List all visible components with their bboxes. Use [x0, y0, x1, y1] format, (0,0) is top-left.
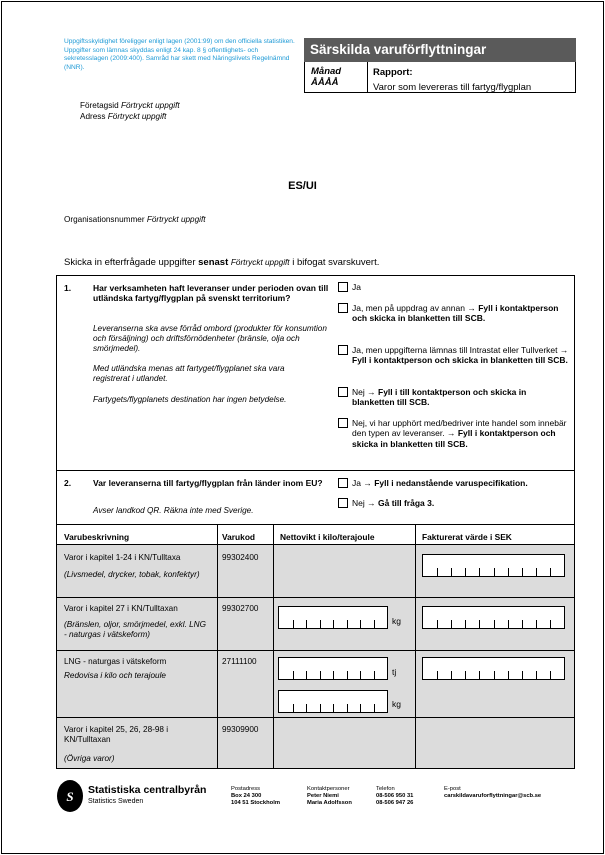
- q1-separator: [56, 470, 575, 471]
- digit-separator: [333, 620, 334, 628]
- digit-separator: [536, 620, 537, 628]
- digit-separator: [451, 671, 452, 679]
- row4-code: 99309900: [222, 725, 259, 734]
- row3-weight-unit-kg: kg: [392, 699, 401, 709]
- q1-option-ja-uppdrag-label: Ja, men på uppdrag av annan: [352, 303, 465, 313]
- q1-option-ja-intrastat[interactable]: [338, 345, 570, 379]
- q2-option-ja-instruction: → Fyll i nedanstående varuspecifikation.: [363, 478, 528, 488]
- digit-separator: [536, 568, 537, 576]
- q1-option-ja-checkbox[interactable]: [338, 282, 348, 292]
- digit-separator: [347, 620, 348, 628]
- form-top-border: [56, 275, 575, 276]
- digit-separator: [374, 671, 375, 679]
- org-number: [64, 215, 206, 224]
- company-name-label: Företagsid: [80, 101, 119, 110]
- table-bottom-line: [56, 768, 575, 769]
- send-deadline-value: Förtryckt uppgift: [230, 258, 290, 267]
- row4-description: Varor i kapitel 25, 26, 28-98 i KN/Tulltaxan: [64, 725, 169, 744]
- row3-weight-tj-input[interactable]: [278, 657, 388, 680]
- q1-number: 1.: [64, 283, 72, 293]
- q1-note-2: Med utländska menas att fartyget/flygplanet ska vara registrerat i utlandet.: [93, 364, 285, 383]
- table-col-line-2: [273, 524, 274, 768]
- digit-separator: [437, 671, 438, 679]
- form-right-border: [574, 275, 575, 768]
- report-value: Varor som levereras till fartyg/flygplan: [373, 82, 532, 93]
- digit-separator: [550, 671, 551, 679]
- digit-separator: [536, 671, 537, 679]
- q1-option-upphort-checkbox[interactable]: [338, 418, 348, 428]
- digit-separator: [437, 620, 438, 628]
- q1-option-nej-instruction: → Fyll i till kontaktperson och skicka in blanketten till SCB.: [352, 387, 527, 408]
- send-instruction: [64, 257, 379, 268]
- send-deadline-label: senast: [198, 257, 229, 268]
- digit-separator: [479, 620, 480, 628]
- digit-separator: [360, 620, 361, 628]
- digit-separator: [293, 671, 294, 679]
- company-address-label: Adress: [80, 112, 106, 121]
- company-name-value: Förtryckt uppgift: [120, 101, 180, 110]
- q1-option-ja-intrastat-checkbox[interactable]: [338, 345, 348, 355]
- footer-contact-label: Kontaktpersoner: [307, 786, 350, 792]
- table-row-line-2: [56, 650, 575, 651]
- month-value: ÅÅÅÅ: [311, 77, 339, 88]
- org-number-label: Organisationsnummer: [64, 215, 145, 224]
- row3-subtext: Redovisa i kilo och terajoule: [64, 671, 166, 680]
- row2-subtext: (Bränslen, oljor, smörjmedel, exkl. LNG - naturgas i vätskeform): [64, 620, 206, 639]
- q2-separator: [56, 524, 575, 525]
- digit-separator: [306, 671, 307, 679]
- digit-separator: [550, 568, 551, 576]
- table-col-line-3: [415, 524, 416, 768]
- row1-value-input[interactable]: [422, 554, 565, 577]
- digit-separator: [293, 620, 294, 628]
- row2-value-input[interactable]: [422, 606, 565, 629]
- footer-post-line1: Box 24 300: [231, 793, 262, 800]
- col-header-description: Varubeskrivning: [64, 532, 130, 542]
- digit-separator: [494, 671, 495, 679]
- digit-separator: [437, 568, 438, 576]
- q2-option-nej-checkbox[interactable]: [338, 498, 348, 508]
- q1-option-ja-intrastat-instruction: → Fyll i kontaktperson och skicka in blanketten till SCB.: [352, 345, 569, 366]
- digit-separator: [550, 620, 551, 628]
- digit-separator: [293, 704, 294, 712]
- q2-option-nej-instruction: → Gå till fråga 3.: [367, 498, 435, 508]
- col-header-code: Varukod: [222, 532, 256, 542]
- digit-separator: [451, 620, 452, 628]
- digit-separator: [508, 568, 509, 576]
- q2-option-ja-label: Ja: [352, 478, 361, 488]
- footer-contact-1: Peter Niemi: [307, 793, 339, 800]
- digit-separator: [522, 568, 523, 576]
- table-weight-disabled-4: [274, 718, 415, 768]
- q1-option-upphort-label: Nej, vi har upphört med/bedriver inte handel som innebär den typen av leveranser.: [352, 418, 567, 439]
- digit-separator: [522, 620, 523, 628]
- digit-separator: [465, 671, 466, 679]
- q1-option-ja-uppdrag-instruction: → Fyll i kontaktperson och skicka in blanketten till SCB.: [352, 303, 559, 324]
- table-weight-disabled-1: [274, 545, 415, 597]
- digit-separator: [508, 620, 509, 628]
- month-label: Månad: [311, 66, 342, 77]
- table-row-line-3: [56, 717, 575, 718]
- footer-contact-2: Maria Adolfsson: [307, 800, 352, 807]
- month-field: [311, 66, 341, 88]
- footer-org-name: Statistiska centralbyrån: [88, 784, 207, 796]
- col-header-value: Fakturerat värde i SEK: [422, 532, 512, 542]
- footer-post: [231, 786, 280, 808]
- digit-separator: [333, 671, 334, 679]
- digit-separator: [508, 671, 509, 679]
- q1-option-nej-label: Nej: [352, 387, 365, 397]
- row2-weight-unit: kg: [392, 616, 401, 626]
- footer-phone-2: 08-506 947 26: [376, 800, 414, 807]
- q1-option-ja-uppdrag-checkbox[interactable]: [338, 303, 348, 313]
- row2-code: 99302700: [222, 604, 259, 613]
- form-title: Särskilda varuförflyttningar: [304, 38, 576, 62]
- digit-separator: [333, 704, 334, 712]
- digit-separator: [306, 620, 307, 628]
- form-code: ES/UI: [288, 180, 317, 192]
- footer-phone-1: 08-506 950 31: [376, 793, 414, 800]
- footer-phone-label: Telefon: [376, 786, 395, 792]
- row3-weight-unit-tj: tj: [392, 667, 397, 677]
- footer-email-link[interactable]: carskildavaruforflyttningar@scb.se: [444, 793, 542, 800]
- q2-question: Var leveranserna till fartyg/flygplan från länder inom EU?: [93, 478, 323, 488]
- row1-code: 99302400: [222, 553, 259, 562]
- send-text-after: i bifogat svarskuvert.: [292, 257, 380, 268]
- col-header-weight: Nettovikt i kilo/terajoule: [280, 532, 375, 542]
- footer-post-label: Postadress: [231, 786, 260, 792]
- company-info: [80, 100, 180, 122]
- digit-separator: [320, 671, 321, 679]
- report-label: Rapport:: [373, 67, 413, 78]
- digit-separator: [347, 671, 348, 679]
- digit-separator: [451, 568, 452, 576]
- q2-number: 2.: [64, 478, 72, 488]
- row1-subtext: (Livsmedel, drycker, tobak, konfektyr): [64, 570, 200, 579]
- q1-option-ja-intrastat-label: Ja, men uppgifterna lämnas till Intrastat eller Tullverket: [352, 345, 558, 355]
- digit-separator: [360, 671, 361, 679]
- footer-post-line2: 104 51 Stockholm: [231, 800, 280, 807]
- company-address-value: Förtryckt uppgift: [107, 112, 167, 121]
- row2-description: Varor i kapitel 27 i KN/Tulltaxan: [64, 604, 178, 613]
- digit-separator: [306, 704, 307, 712]
- title-info-box: [304, 62, 576, 93]
- q1-option-upphort-instruction: → Fyll i kontaktperson och skicka in blanketten till SCB.: [352, 428, 556, 449]
- q1-note-3: Fartygets/flygplanets destination har ingen betydelse.: [93, 395, 287, 404]
- row1-description: Varor i kapitel 1-24 i KN/Tulltaxa: [64, 553, 181, 562]
- digit-separator: [522, 671, 523, 679]
- footer-email: [444, 786, 541, 800]
- q1-note-1: Leveranserna ska avse förråd ombord (produkter för konsumtion och försäljning) och driftsförnödenheter (bränsle, olja och smörjmedel).: [93, 324, 327, 353]
- row3-description: LNG - naturgas i vätskeform: [64, 657, 167, 666]
- send-text-before: Skicka in efterfrågade uppgifter: [64, 257, 196, 268]
- org-number-value: Förtryckt uppgift: [146, 215, 206, 224]
- digit-separator: [320, 620, 321, 628]
- q1-option-nej-checkbox[interactable]: [338, 387, 348, 397]
- q1-option-nej[interactable]: [338, 387, 570, 411]
- digit-separator: [465, 568, 466, 576]
- digit-separator: [494, 620, 495, 628]
- table-col-line-1: [217, 524, 218, 768]
- footer-phones: [376, 786, 413, 808]
- footer-contacts: [307, 786, 352, 808]
- row3-value-input[interactable]: [422, 657, 565, 680]
- footer-org-subname: Statistics Sweden: [88, 798, 144, 805]
- scb-logo-icon: [56, 779, 84, 813]
- row3-weight-kg-input[interactable]: [278, 690, 388, 713]
- q2-note: Avser landkod QR. Räkna inte med Sverige.: [93, 506, 254, 515]
- digit-separator: [360, 704, 361, 712]
- table-row-line-1: [56, 597, 575, 598]
- q1-option-ja-uppdrag[interactable]: [338, 303, 570, 337]
- report-field: [373, 65, 531, 95]
- digit-separator: [494, 568, 495, 576]
- row3-code: 27111100: [222, 657, 257, 666]
- digit-separator: [320, 704, 321, 712]
- q2-option-ja-checkbox[interactable]: [338, 478, 348, 488]
- table-value-disabled-4: [416, 718, 574, 768]
- q1-option-ja-label: Ja: [352, 282, 361, 292]
- digit-separator: [465, 620, 466, 628]
- digit-separator: [347, 704, 348, 712]
- q1-question: Har verksamheten haft leveranser under perioden ovan till utländska fartyg/flygplan på svenskt territorium?: [93, 283, 329, 303]
- svg-text:S: S: [66, 789, 74, 804]
- digit-separator: [374, 620, 375, 628]
- digit-separator: [374, 704, 375, 712]
- digit-separator: [479, 671, 480, 679]
- row2-weight-input[interactable]: [278, 606, 388, 629]
- digit-separator: [479, 568, 480, 576]
- q2-option-nej-label: Nej: [352, 498, 365, 508]
- legal-notice: Uppgiftsskyldighet föreligger enligt lagen (2001:99) om den officiella statistiken. Uppgifter som lämnas skyddas enligt 24 kap. 8 § offentlighets- och sekretesslagen (2009:400). Samråd har skett med Näringslivets Regelnämnd (NNR).: [64, 38, 295, 71]
- row4-subtext: (Övriga varor): [64, 754, 115, 763]
- footer-email-label: E-post: [444, 786, 461, 792]
- q1-option-upphort[interactable]: [338, 418, 570, 464]
